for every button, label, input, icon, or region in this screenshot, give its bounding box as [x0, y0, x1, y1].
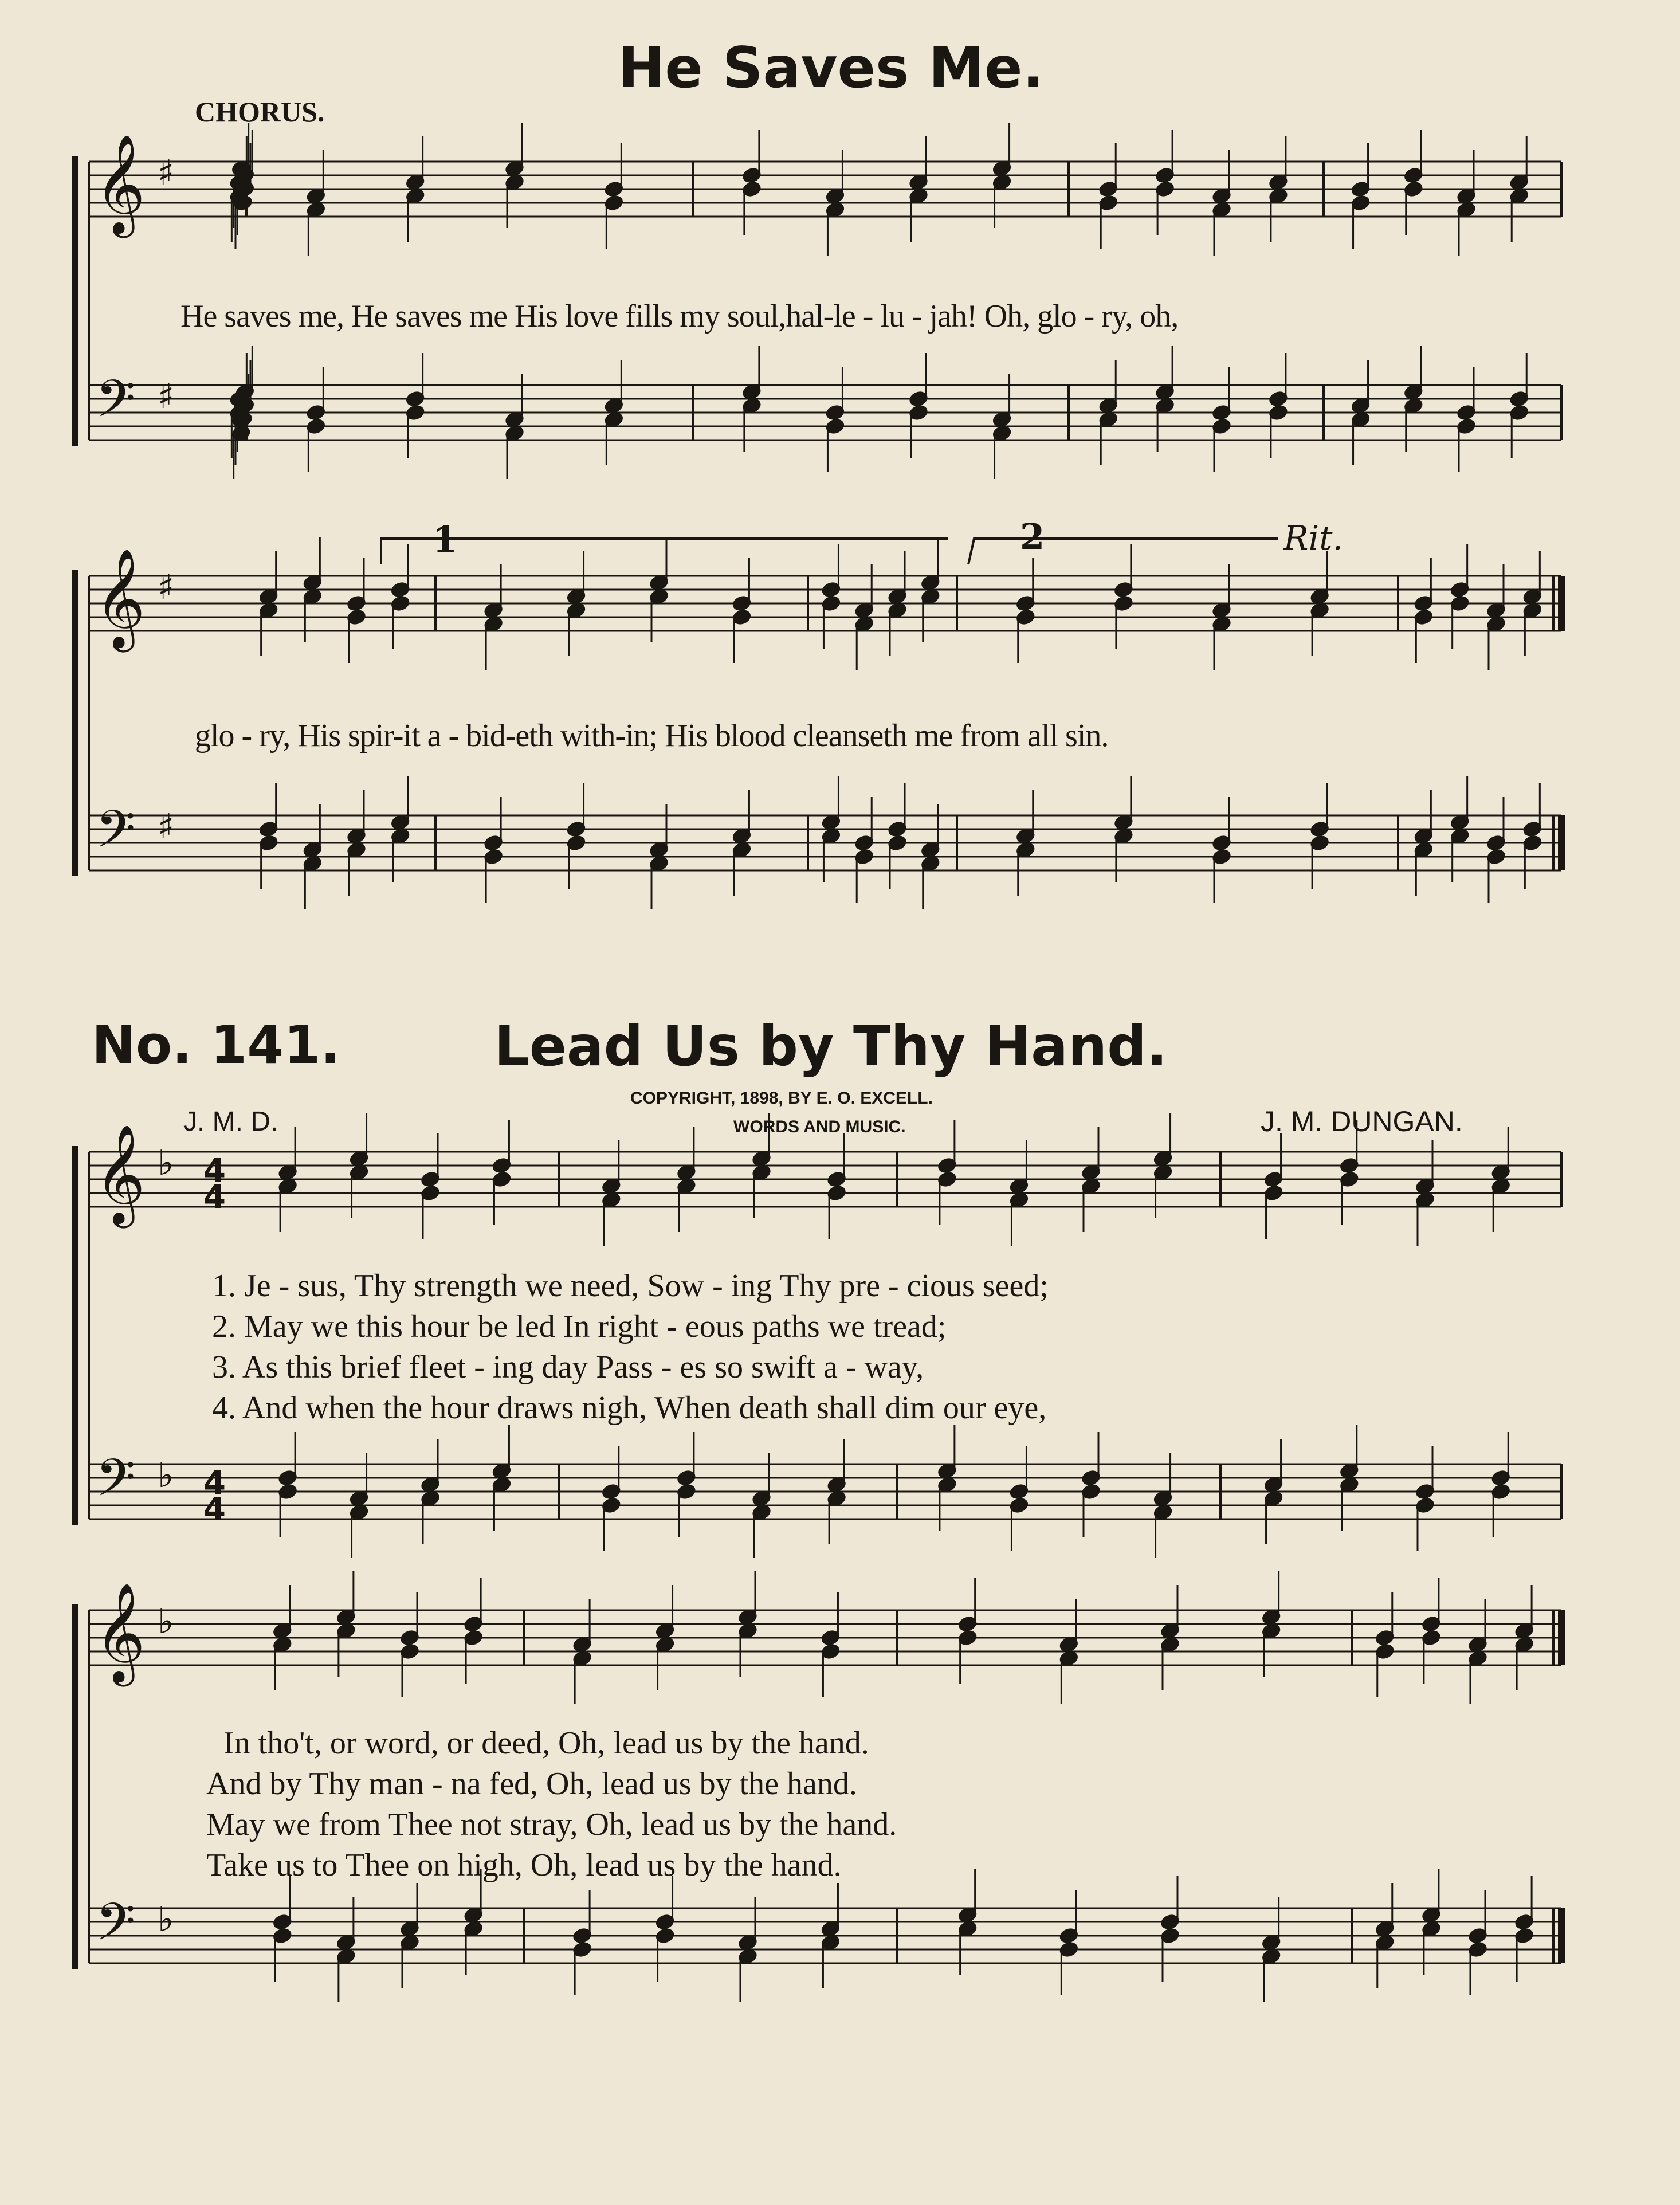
verse-4-line-1: 4. And when the hour draws nigh, When death shall dim our eye,	[212, 1390, 1047, 1426]
bass-clef-icon: 𝄢	[96, 1449, 136, 1520]
treble-clef-icon: 𝄞	[95, 1583, 146, 1682]
first-ending-number: 1	[433, 519, 458, 560]
key-signature-icon: ♭	[158, 1900, 174, 1940]
verse-4-line-2: Take us to Thee on high, Oh, lead us by the hand.	[206, 1847, 842, 1883]
ritardando-mark: Rit.	[1283, 519, 1343, 558]
verse-2-line-1: 2. May we this hour be led In right - eous paths we tread;	[212, 1309, 947, 1344]
verse-1-line-2: In tho't, or word, or deed, Oh, lead us by the hand.	[223, 1725, 869, 1761]
second-ending-number: 2	[1020, 516, 1045, 558]
time-signature-bottom: 4	[203, 1179, 226, 1216]
bass-clef-icon: 𝄢	[96, 370, 136, 441]
bass-clef-icon: 𝄢	[96, 800, 136, 872]
copyright-notice: COPYRIGHT, 1898, BY E. O. EXCELL.	[630, 1089, 933, 1108]
verse-3-line-1: 3. As this brief fleet - ing day Pass - es so swift a - way,	[212, 1349, 924, 1385]
second-ending-bracket	[968, 539, 1278, 564]
chorus-label: CHORUS.	[195, 96, 325, 128]
treble-clef-icon: 𝄞	[95, 1124, 146, 1224]
time-signature-bottom: 4	[203, 1491, 226, 1528]
key-signature-icon: ♯	[158, 807, 175, 847]
key-signature-icon: ♯	[158, 153, 175, 193]
verse-3-line-2: May we from Thee not stray, Oh, lead us by the hand.	[206, 1807, 897, 1842]
words-and-music-credit: WORDS AND MUSIC.	[733, 1117, 906, 1136]
hymn-number: No. 141.	[92, 1014, 341, 1076]
treble-clef-icon: 𝄞	[95, 134, 146, 234]
time-signature-top: 4	[203, 1465, 226, 1502]
key-signature-icon: ♭	[158, 1455, 174, 1496]
verse-1-line-1: 1. Je - sus, Thy strength we need, Sow - ing Thy pre - cious seed;	[212, 1268, 1049, 1304]
system-bracket	[72, 1146, 78, 1525]
time-signature-top: 4	[203, 1152, 226, 1190]
hymn1-lyrics-line1: He saves me, He saves me His love fills my soul,hal-le - lu - jah! Oh, glo - ry, oh,	[180, 299, 1179, 334]
lyricist-initials: J. M. D.	[183, 1107, 278, 1137]
key-signature-icon: ♭	[158, 1602, 174, 1642]
hymn2-title: Lead Us by Thy Hand.	[494, 1014, 1168, 1078]
composer-name: J. M. DUNGAN.	[1261, 1105, 1463, 1137]
bass-clef-icon: 𝄢	[96, 1893, 136, 1964]
key-signature-icon: ♭	[158, 1143, 174, 1183]
treble-clef-icon: 𝄞	[95, 548, 146, 648]
hymn1-lyrics-line2: glo - ry, His spir-it a - bid-eth with-in; His blood cleanseth me from all sin.	[195, 718, 1109, 754]
key-signature-icon: ♯	[158, 376, 175, 417]
system-bracket	[72, 156, 78, 446]
key-signature-icon: ♯	[158, 567, 175, 607]
system-bracket	[72, 570, 78, 876]
first-ending-bracket	[381, 539, 948, 564]
system-bracket	[72, 1604, 78, 1969]
verse-2-line-2: And by Thy man - na fed, Oh, lead us by the hand.	[206, 1766, 857, 1802]
hymn1-title: He Saves Me.	[618, 36, 1044, 101]
